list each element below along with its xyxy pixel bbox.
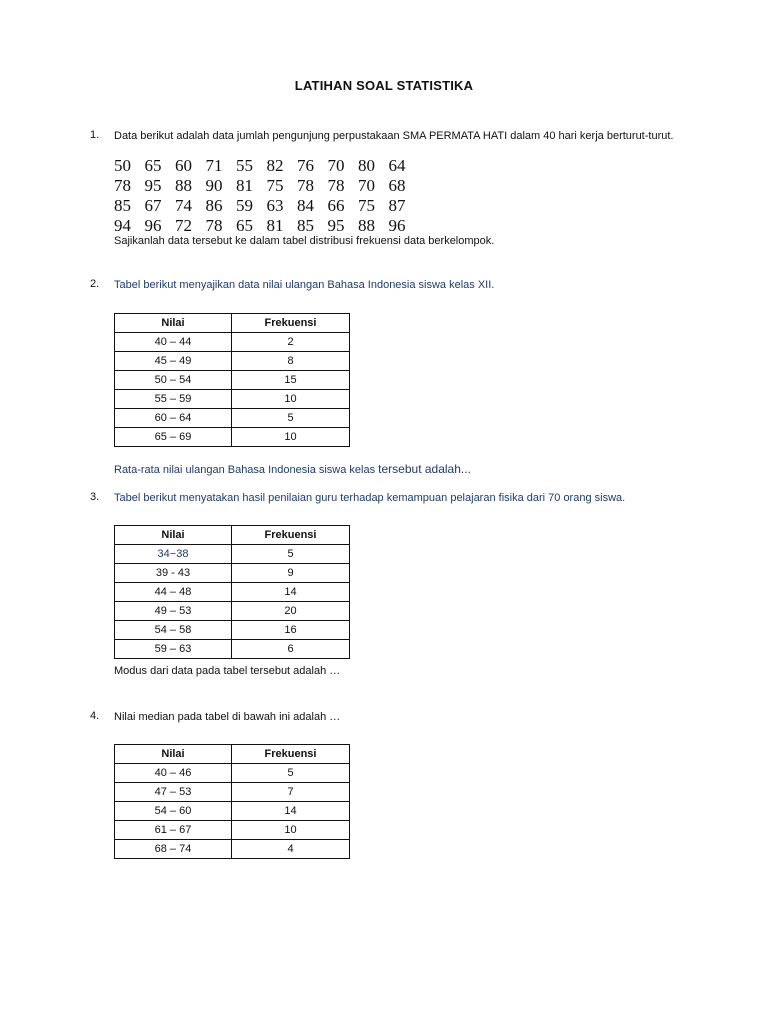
data-value: 88 [358, 216, 375, 235]
data-value: 64 [388, 156, 406, 175]
cell-nilai: 59 – 63 [115, 640, 232, 659]
table-row [115, 390, 350, 409]
q3-number: 3. [90, 491, 100, 503]
cell-frekuensi: 10 [232, 428, 350, 447]
cell-frekuensi: 6 [232, 640, 350, 659]
data-value: 82 [266, 156, 284, 175]
data-row [114, 176, 419, 196]
cell-frekuensi: 9 [232, 564, 350, 583]
data-value: 96 [388, 216, 406, 235]
column-header-frekuensi: Frekuensi [232, 314, 350, 333]
cell-frekuensi: 16 [232, 621, 350, 640]
table-row [115, 802, 350, 821]
cell-frekuensi: 7 [232, 783, 350, 802]
data-value: 86 [205, 196, 223, 215]
data-value: 87 [388, 196, 406, 215]
table-row [115, 764, 350, 783]
data-value: 74 [175, 196, 192, 215]
cell-nilai: 50 – 54 [115, 371, 232, 390]
q3-question: Modus dari data pada tabel tersebut adalah … [114, 665, 341, 677]
data-value: 90 [205, 176, 223, 195]
cell-frekuensi: 15 [232, 371, 350, 390]
cell-frekuensi: 14 [232, 802, 350, 821]
q2-frequency-table [114, 313, 350, 447]
data-value: 66 [327, 196, 345, 215]
data-value: 60 [175, 156, 192, 175]
cell-nilai: 39 - 43 [115, 564, 232, 583]
cell-nilai: 61 – 67 [115, 821, 232, 840]
data-value: 78 [327, 176, 345, 195]
data-value: 95 [327, 216, 345, 235]
data-row [114, 156, 419, 176]
table-row [115, 640, 350, 659]
data-value: 63 [266, 196, 284, 215]
cell-nilai: 54 – 58 [115, 621, 232, 640]
column-header-nilai: Nilai [115, 314, 232, 333]
q4-text: Nilai median pada tabel di bawah ini adalah … [114, 711, 341, 723]
q2-text: Tabel berikut menyajikan data nilai ulangan Bahasa Indonesia siswa kelas XII. [114, 279, 495, 291]
table-header-row [115, 526, 350, 545]
column-header-nilai: Nilai [115, 745, 232, 764]
q2-number: 2. [90, 278, 100, 290]
q3-frequency-table [114, 525, 350, 659]
cell-nilai: 44 – 48 [115, 583, 232, 602]
data-value: 85 [114, 196, 131, 215]
q2-question [114, 462, 679, 477]
data-value: 75 [358, 196, 375, 215]
cell-nilai: 49 – 53 [115, 602, 232, 621]
table-row [115, 409, 350, 428]
data-value: 80 [358, 156, 375, 175]
data-value: 50 [114, 156, 131, 175]
data-value: 65 [144, 156, 162, 175]
cell-nilai: 68 – 74 [115, 840, 232, 859]
cell-frekuensi: 14 [232, 583, 350, 602]
cell-frekuensi: 10 [232, 390, 350, 409]
table-row [115, 602, 350, 621]
data-value: 70 [327, 156, 345, 175]
cell-frekuensi: 5 [232, 545, 350, 564]
data-value: 94 [114, 216, 131, 235]
cell-frekuensi: 5 [232, 764, 350, 783]
cell-frekuensi: 20 [232, 602, 350, 621]
table-row [115, 783, 350, 802]
cell-nilai: 54 – 60 [115, 802, 232, 821]
data-value: 76 [297, 156, 314, 175]
column-header-nilai: Nilai [115, 526, 232, 545]
data-value: 55 [236, 156, 253, 175]
cell-nilai: 55 – 59 [115, 390, 232, 409]
data-value: 88 [175, 176, 192, 195]
cell-nilai: 47 – 53 [115, 783, 232, 802]
q3-text: Tabel berikut menyatakan hasil penilaian guru terhadap kemampuan pelajaran fisika dari 70 orang siswa. [114, 492, 626, 504]
cell-nilai: 45 – 49 [115, 352, 232, 371]
data-value: 65 [236, 216, 253, 235]
q2-question-part2: tersebut adalah... [378, 462, 471, 476]
table-row [115, 621, 350, 640]
data-value: 67 [144, 196, 162, 215]
cell-frekuensi: 10 [232, 821, 350, 840]
cell-frekuensi: 5 [232, 409, 350, 428]
q1-instruction: Sajikanlah data tersebut ke dalam tabel distribusi frekuensi data berkelompok. [114, 235, 495, 247]
table-row [115, 840, 350, 859]
q4-frequency-table [114, 744, 350, 859]
cell-nilai: 60 – 64 [115, 409, 232, 428]
data-value: 81 [266, 216, 284, 235]
cell-frekuensi: 4 [232, 840, 350, 859]
data-value: 78 [297, 176, 314, 195]
data-value: 78 [205, 216, 223, 235]
column-header-frekuensi: Frekuensi [232, 745, 350, 764]
data-value: 96 [144, 216, 162, 235]
data-row [114, 216, 419, 236]
data-value: 85 [297, 216, 314, 235]
data-value: 78 [114, 176, 131, 195]
data-value: 70 [358, 176, 375, 195]
cell-nilai: 34−38 [115, 545, 232, 564]
table-header-row [115, 745, 350, 764]
data-value: 71 [205, 156, 223, 175]
table-row [115, 583, 350, 602]
cell-frekuensi: 8 [232, 352, 350, 371]
q1-data-grid [114, 156, 419, 236]
data-value: 95 [144, 176, 162, 195]
q4-number: 4. [90, 710, 100, 722]
data-value: 59 [236, 196, 253, 215]
table-row [115, 821, 350, 840]
cell-nilai: 40 – 46 [115, 764, 232, 783]
data-row [114, 196, 419, 216]
data-value: 75 [266, 176, 284, 195]
q2-question-part1: Rata-rata nilai ulangan Bahasa Indonesia siswa kelas [114, 464, 379, 476]
column-header-frekuensi: Frekuensi [232, 526, 350, 545]
table-row [115, 428, 350, 447]
cell-nilai: 65 – 69 [115, 428, 232, 447]
cell-frekuensi: 2 [232, 333, 350, 352]
data-value: 84 [297, 196, 314, 215]
q1-text: Data berikut adalah data jumlah pengunjung perpustakaan SMA PERMATA HATI dalam 40 hari kerja berturut-turut. [114, 130, 674, 142]
data-value: 68 [388, 176, 406, 195]
table-row [115, 545, 350, 564]
data-value: 81 [236, 176, 253, 195]
table-row [115, 333, 350, 352]
q1-number: 1. [90, 129, 100, 141]
cell-nilai: 40 – 44 [115, 333, 232, 352]
table-row [115, 371, 350, 390]
data-value: 72 [175, 216, 192, 235]
table-row [115, 564, 350, 583]
page-title: LATIHAN SOAL STATISTIKA [294, 78, 474, 93]
table-row [115, 352, 350, 371]
table-header-row [115, 314, 350, 333]
